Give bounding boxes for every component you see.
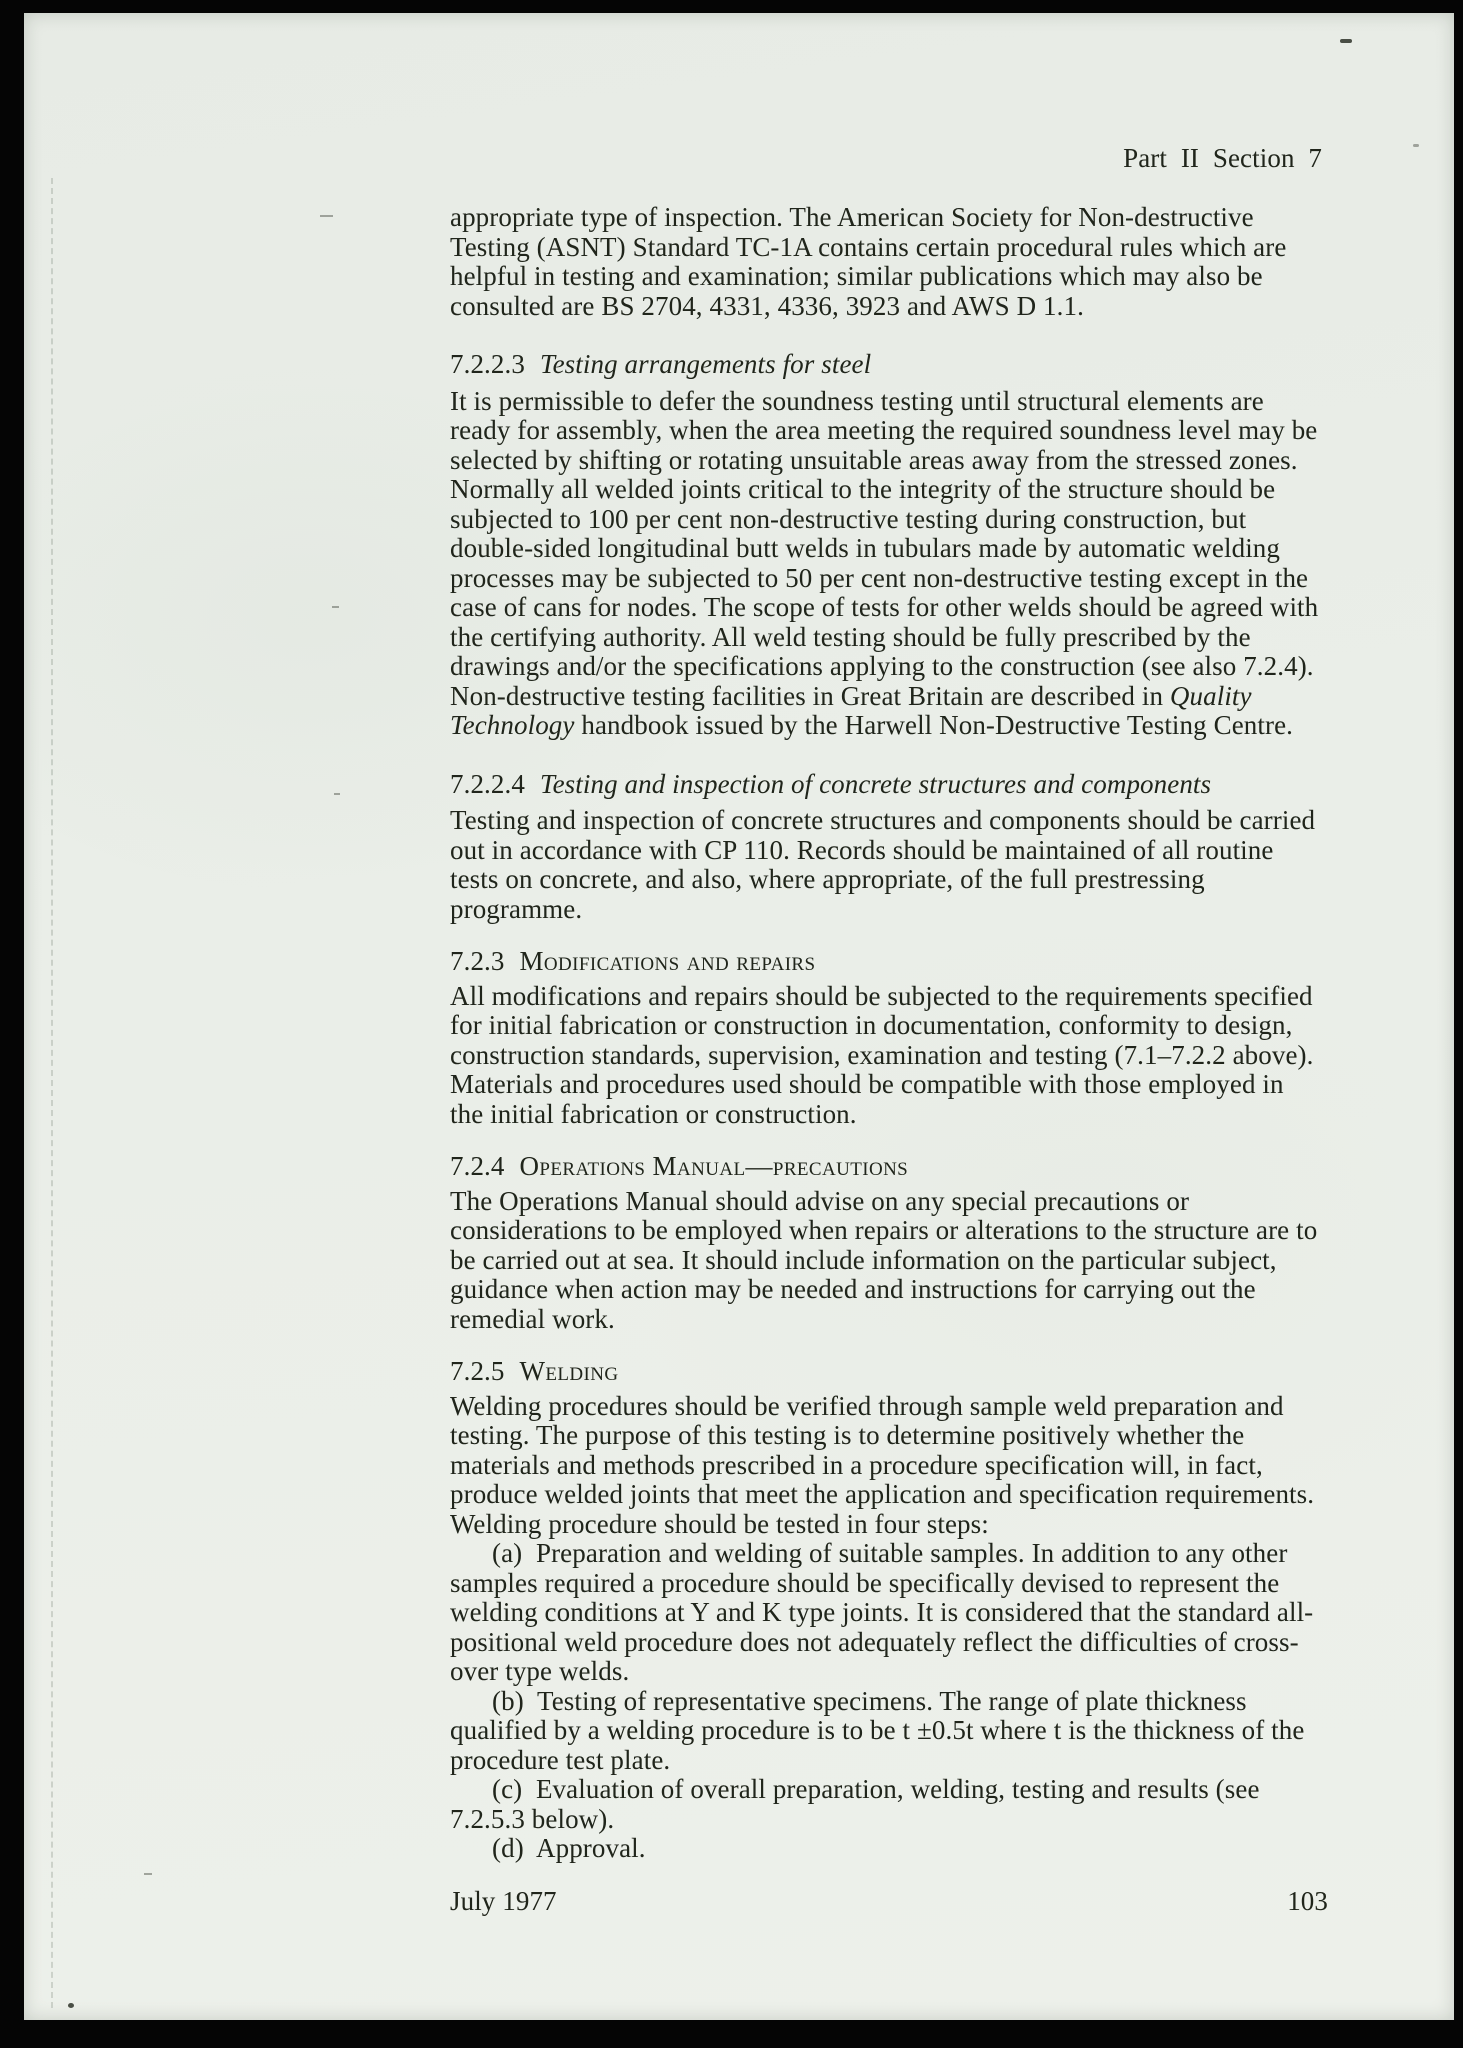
scan-artifact (334, 793, 340, 795)
intro-paragraph: appropriate type of inspection. The American Society for Non-destructive Testing (ASNT) Standard TC-1A contains certain procedural rules which are helpful in testing and examination; similar publications which may also be consulted are BS 2704, 4331, 4336, 3923 and AWS D 1.1. (450, 202, 1294, 321)
page-footer (450, 1887, 1328, 1917)
section-number: 7.2.3 (450, 946, 505, 976)
section-title: Operations Manual—precautions (519, 1151, 909, 1181)
body-column (450, 202, 1326, 1864)
paragraph-text: It is permissible to defer the soundness testing until structural elements are ready for assembly, when the area meeting the required soundness level may be selected by shifting or rotating unsuitable areas away from the stressed zones. Normally all welded joints critical to the integrity of the structure should be subjected to 100 per cent non-destructive testing during construction, but double-sided longitudinal butt welds in tubulars made by automatic welding processes may be subjected to 50 per cent non-destructive testing except in the case of cans for nodes. The scope of tests for other welds should be agreed with the certifying authority. All weld testing should be fully prescribed by the drawings and/or the specifications applying to the construction (see also 7.2.4). Non-destructive testing facilities in Great Britain are described in (450, 385, 1326, 711)
list-item-b: (b) Testing of representative specimens. The range of plate thickness qualified by a welding procedure is to be t ±0.5t where t is the thickness of the procedure test plate. (450, 1685, 1312, 1775)
paragraph-text: handbook issued by the Harwell Non-Destructive Testing Centre. (574, 710, 1294, 740)
list-item-c: (c) Evaluation of overall preparation, welding, testing and results (see 7.2.5.3 below). (450, 1774, 1267, 1834)
section-number: 7.2.2.4 (450, 768, 525, 799)
left-margin-dashed-line (51, 178, 53, 2008)
section-heading-724 (450, 1152, 1322, 1182)
section-paragraph-723: All modifications and repairs should be subjected to the requirements specified for initial fabrication or construction in documentation, conformity to design, construction standards, supervision, examination and testing (7.1–7.2.2 above). Materials and procedures used should be compatible with those employed in the initial fabrication or construction. (450, 980, 1321, 1129)
section-title: Welding (519, 1356, 619, 1386)
section-heading-725 (450, 1357, 1322, 1387)
running-header (450, 144, 1322, 174)
section-title: Modifications and repairs (519, 946, 816, 976)
footer-page-number: 103 (1287, 1886, 1328, 1916)
section-paragraph-7223 (450, 385, 1326, 741)
italic-citation: Quality Technology (450, 680, 1259, 740)
section-heading-7223 (450, 350, 1322, 380)
section-paragraph-725: Welding procedures should be verified through sample weld preparation and testing. The purpose of this testing is to determine positively whether the materials and methods prescribed in a procedure specification will, in fact, produce welded joints that meet the application and specification requirements. Welding procedure should be tested in four steps: (450, 1390, 1321, 1539)
scan-artifact (320, 215, 333, 217)
document-page (24, 13, 1454, 2020)
scan-artifact (332, 606, 339, 608)
section-title: Testing and inspection of concrete structures and components (539, 768, 1212, 799)
list-item-a: (a) Preparation and welding of suitable samples. In addition to any other samples required a procedure should be specifically devised to represent the welding conditions at Y and K type joints. It is considered that the standard all-positional weld procedure does not adequately reflect the difficulties of cross-over type welds. (450, 1538, 1314, 1686)
footer-date: July 1977 (450, 1886, 557, 1916)
scan-artifact (1340, 39, 1352, 43)
scan-artifact (68, 2003, 74, 2008)
section-number: 7.2.4 (450, 1151, 505, 1181)
section-number: 7.2.2.3 (450, 349, 525, 379)
scan-artifact (1413, 144, 1419, 147)
header-section-label: Part II Section 7 (1123, 143, 1322, 173)
list-item-d: (d) Approval. (492, 1833, 646, 1863)
section-number: 7.2.5 (450, 1356, 505, 1386)
section-heading-7224 (450, 770, 1322, 800)
section-heading-723 (450, 947, 1322, 977)
scan-artifact (144, 1873, 152, 1875)
section-paragraph-7224: Testing and inspection of concrete structures and components should be carried out in accordance with CP 110. Records should be maintained of all routine tests on concrete, and also, where appropriate, of the full prestressing programme. (450, 805, 1323, 924)
section-paragraph-724: The Operations Manual should advise on any special precautions or considerations to be employed when repairs or alterations to the structure are to be carried out at sea. It should include information on the particular subject, guidance when action may be needed and instructions for carrying out the remedial work. (450, 1185, 1325, 1334)
section-title: Testing arrangements for steel (539, 349, 872, 379)
